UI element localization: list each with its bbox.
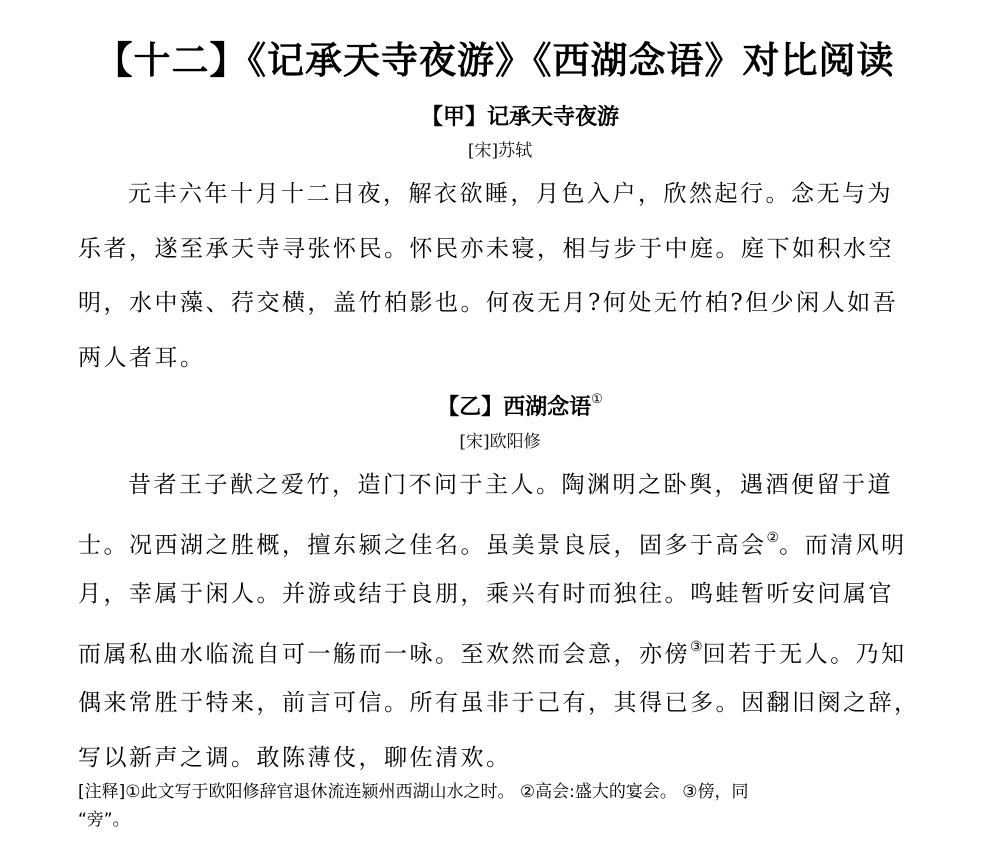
page-title: 【十二】《记承天寺夜游》《西湖念语》对比阅读: [95, 39, 895, 82]
section-b-line: 月，幸属于闲人。并游或结于良朋，乘兴有时而独往。鸣蛙暂听安问属官: [78, 581, 894, 607]
section-b-title-text: 【乙】西湖念语: [437, 394, 592, 420]
section-a-line: 两人者耳。: [78, 344, 206, 371]
section-a-line: 元丰六年十月十二日夜，解衣欲睡，月色入户，欣然起行。念无与为: [128, 181, 893, 207]
footnote-marker: ①: [591, 391, 603, 407]
section-b-author: [宋]欧阳修: [459, 432, 541, 452]
section-b-text-run: 。而清风明: [779, 532, 907, 559]
annotations: [78, 778, 938, 834]
section-a-line: 乐者，遂至承天寺寻张怀民。怀民亦未寝，相与步于中庭。庭下如积水空: [78, 235, 894, 262]
section-b-line: 写以新声之调。敢陈薄伎，聊佐清欢。: [78, 744, 512, 771]
section-b-text-run: 回若于无人。乃知: [702, 641, 907, 668]
annotation-line: “旁”。: [78, 810, 130, 830]
annotation-line: [注释]①此文写于欧阳修辞官退休流连颍州西湖山水之时。 ②高会:盛大的宴会。 ③傍，同: [78, 782, 749, 802]
section-a-text: [78, 167, 938, 385]
section-a-author: [宋]苏轼: [467, 141, 533, 161]
section-b-text-run: 士。况西湖之胜概，擅东颍之佳名。虽美景良辰，固多于高会: [78, 532, 767, 559]
section-b-line: [78, 513, 938, 568]
section-a-line: 明，水中藻、荇交横，盖竹柏影也。何夜无月?何处无竹柏?但少闲人如吾: [78, 290, 899, 316]
section-b-text-run: 而属私曲水临流自可一觞而一咏。至欢然而会意，亦傍: [78, 641, 690, 668]
section-b-line: [78, 622, 938, 677]
footnote-marker: ②: [766, 529, 780, 546]
section-b-line: 昔者王子猷之爱竹，造门不问于主人。陶渊明之卧舆，遇酒便留于道: [128, 472, 893, 498]
section-a-title: 【甲】记承天寺夜游: [420, 104, 619, 130]
footnote-marker: ③: [690, 638, 703, 655]
section-b-text: [78, 458, 938, 785]
section-b-line: 偶来常胜于特来，前言可信。所有虽非于己有，其得已多。因翻旧阕之辞，: [78, 690, 920, 716]
section-b-title: [0, 390, 990, 421]
